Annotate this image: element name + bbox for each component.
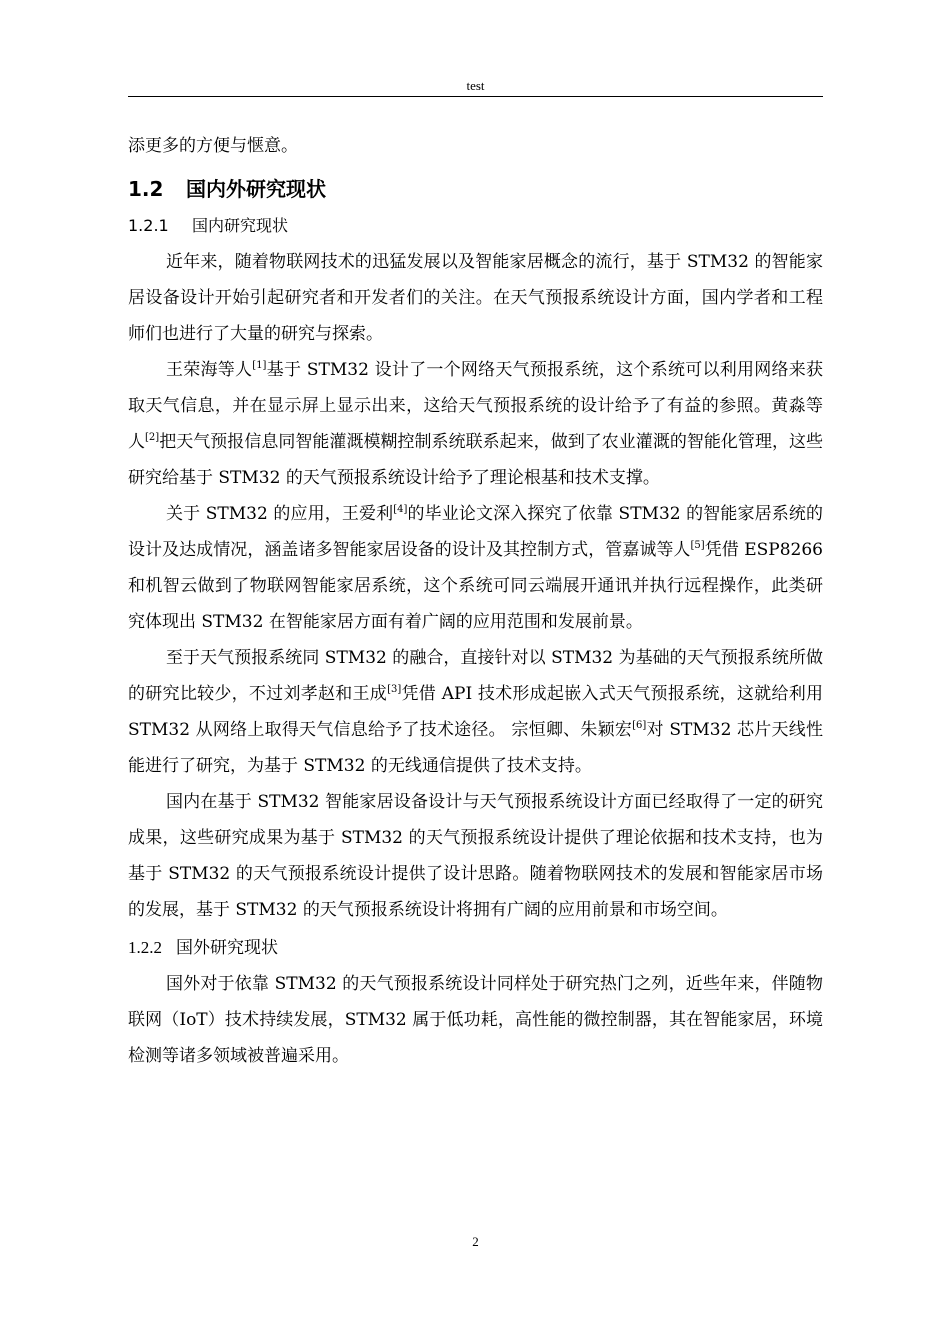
citation-ref: [3]	[387, 684, 402, 695]
text-run: 的毕业论文深入探究了依靠 STM32 的智能家居系统的设计及达成情况，涵盖诸多智能家居设备的设计及其控制方式，管嘉诚等人	[128, 504, 823, 560]
page-number: 2	[472, 1234, 479, 1249]
page-header: test	[466, 78, 485, 93]
domestic-paragraph-3	[128, 496, 823, 640]
citation-ref: [1]	[252, 360, 267, 371]
domestic-paragraph-2	[128, 352, 823, 496]
subsection-number: 1.2.2	[128, 938, 162, 957]
section-heading	[128, 170, 823, 208]
citation-ref: [6]	[632, 720, 647, 731]
text-run: 王荣海等人	[166, 360, 253, 380]
header-rule	[128, 96, 823, 97]
citation-ref: [2]	[145, 432, 160, 443]
domestic-paragraph-4	[128, 640, 823, 784]
text-run: 关于 STM32 的应用，王爱利	[166, 504, 394, 524]
section-number: 1.2	[128, 177, 164, 201]
text-run: 把天气预报信息同智能灌溉模糊控制系统联系起来，做到了农业灌溉的智能化管理，这些研究给基于 STM32 的天气预报系统设计给予了理论根基和技术支撑。	[128, 432, 824, 488]
continuation-paragraph: 添更多的方便与惬意。	[128, 136, 298, 156]
domestic-paragraph-1: 近年来，随着物联网技术的迅猛发展以及智能家居概念的流行，基于 STM32 的智能家居设备设计开始引起研究者和开发者们的关注。在天气预报系统设计方面，国内学者和工程师们也进行了大量的研究与探索。	[128, 252, 823, 344]
domestic-paragraph-5: 国内在基于 STM32 智能家居设备设计与天气预报系统设计方面已经取得了一定的研究成果，这些研究成果为基于 STM32 的天气预报系统设计提供了理论依据和技术支持，也为基于 STM32 的天气预报系统设计提供了设计思路。随着物联网技术的发展和智能家居市场的发展，基于 STM32 的天气预报系统设计将拥有广阔的应用前景和市场空间。	[128, 792, 823, 920]
section-title: 国内外研究现状	[186, 177, 326, 201]
citation-ref: [4]	[393, 504, 408, 515]
text-run: 对 STM32 芯片天线性能进行了研究，为基于 STM32 的无线通信提供了技术支持。	[128, 720, 823, 776]
subsection-heading-foreign	[128, 930, 823, 966]
text-run: 至于天气预报系统同 STM32 的融合，直接针对以 STM32 为基础的天气预报系统所做的研究比较少，不过刘孝赵和王成	[128, 648, 823, 704]
foreign-paragraph-1: 国外对于依靠 STM32 的天气预报系统设计同样处于研究热门之列，近些年来，伴随物联网（IoT）技术持续发展，STM32 属于低功耗，高性能的微控制器，其在智能家居，环境检测等诸多领域被普遍采用。	[128, 974, 823, 1066]
subsection-heading-domestic	[128, 208, 823, 244]
text-run: 基于 STM32 设计了一个网络天气预报系统，这个系统可以利用网络来获取天气信息，并在显示屏上显示出来，这给天气预报系统的设计给予了有益的参照。黄淼等人	[128, 360, 823, 452]
page-body	[128, 128, 823, 1074]
text-run: 凭借 API 技术形成起嵌入式天气预报系统，这就给利用 STM32 从网络上取得天气信息给予了技术途径。 宗恒卿、朱颖宏	[128, 684, 823, 740]
subsection-title: 国内研究现状	[192, 216, 289, 235]
subsection-number: 1.2.1	[128, 216, 169, 235]
citation-ref: [5]	[690, 540, 705, 551]
subsection-title: 国外研究现状	[176, 938, 278, 957]
text-run: 凭借 ESP8266 和机智云做到了物联网智能家居系统，这个系统可同云端展开通讯并执行远程操作，此类研究体现出 STM32 在智能家居方面有着广阔的应用范围和发展前景。	[128, 540, 823, 632]
